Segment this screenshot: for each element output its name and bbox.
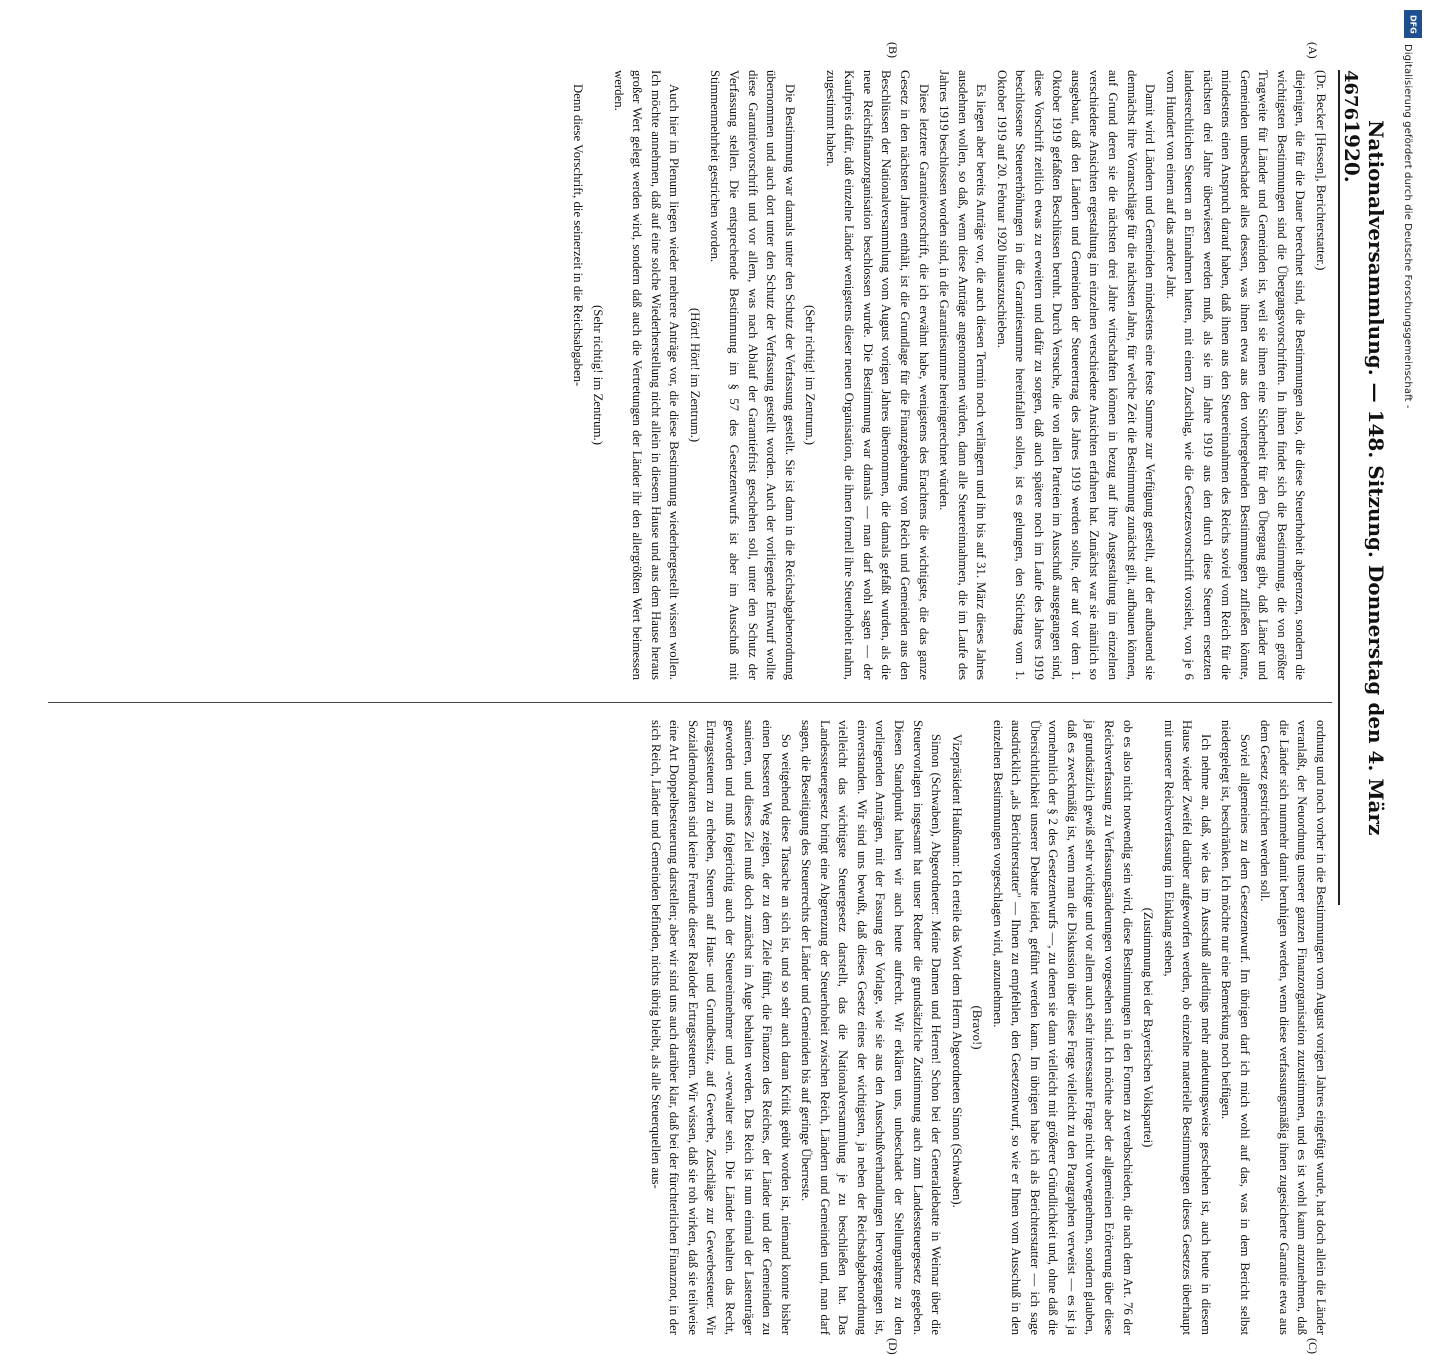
left-column (566, 70, 1330, 680)
paragraph: Simon (Schwaben), Abgeordneter: Meine Damen und Herren! Schon bei der Generaldebatte in Weimar über die Steuervorlagen insgesamt hat unser Redner die grundsätzliche Zustimmung auch zum Landessteuergesetz gegeben. Diesen Standpunkt halten wir auch heute aufrecht. Wir erklären uns, unbeschadet der Stellungnahme zu den vorliegenden Anträgen, mit der Fassung der Vorlage, wie sie aus den Ausschußverhandlungen hervorgegangen ist, einverstanden. Wir sind uns bewußt, daß dieses Gesetz eines der wichtigsten, ja neben der Reichsabgabenordnung vielleicht das wichtigste Steuergesetz darstellt, das die Nationalversammlung je zu beschließen hat. Das Landessteuergesetz bringt eine Abgrenzung der Steuerhoheit zwischen Reich, Ländern und Gemeinden und, man darf sagen, die Beseitigung des Steuerrechts der Länder und Gemeinden bis auf geringe Überreste. (799, 720, 944, 1335)
margin-marker-b: (B) (886, 42, 900, 58)
paragraph: diejenigen, die für die Dauer berechnet sind, die Bestimmungen also, die diese Steuerhoheit abgrenzen, sondern die wichtigsten Bestimmungen sind die Übergangsvorschriften. In ihnen findet sich die Bestimmung, die von größter Tragweite für Länder und Gemeinden ist, weil sie ihnen eine Sicherheit für den Übergang gibt, daß Länder und Gemeinden unbeschadet alles dessen, was ihnen etwa aus den vorhergehenden Bestimmungen zufließen könnte, mindestens einen Anspruch darauf haben, daß ihnen aus den Steuereinnahmen des Reichs soviel vom Reich für die nächsten drei Jahre überwiesen werden muß, als sie im Jahre 1919 aus den durch diese Steuern ersetzten landesrechtlichen Steuern an Einnahmen hatten, mit einem Zuschlag, wie die Gesetzesvorschrift vorsieht, von je 6 vom Hundert von einem auf das andere Jahr. (1163, 70, 1308, 680)
paragraph: Es liegen aber bereits Anträge vor, die auch diesen Termin noch verlängern und ihn bis auf 31. März dieses Jahres ausdehnen wollen, so daß, wenn diese Anträge angenommen würden, dann alle Steuereinnahmen, die im Laufe des Jahres 1919 beschlossen worden sind, in die Garantiesumme hereingerechnet würden. (937, 70, 989, 680)
column-divider (48, 702, 1332, 703)
paragraph: Vizepräsident Haußmann: Ich erteile das Wort dem Herrn Abgeordneten Simon (Schwaben). (949, 734, 964, 1208)
margin-marker-a: (A) (1306, 42, 1320, 59)
paragraph: Diese letztere Garantievorschrift, die ich erwähnt habe, wenigstens des Erachtens die wichtigste, die das ganze Gesetz in den nächsten Jahren enthält, ist die Grundlage für die Finanzgebarung von Reich und Gemeinden aus den Beschlüssen der Nationalversammlung vom August vorigen Jahres übernommen, die damals gefaßt wurden, als die neue Reichsfinanzorganisation beschlossen wurde. Die Bestimmung war damals — man darf wohl sagen — der Kaufpreis dafür, daß einzelne Länder wenigstens dieser neuen Organisation, die ihnen formell ihre Steuerhoheit nahm, zugestimmt haben. (823, 70, 931, 680)
interjection: (Sehr richtig! im Zentrum.) (591, 304, 606, 446)
speaker-line: (Dr. Becker [Hessen], Berichterstatter.) (1314, 70, 1328, 271)
paragraph: So weitgehend diese Tatsache an sich ist, und so sehr auch daran Kritik geübt worden ist, niemand konnte bisher einen besseren Weg zeigen, der zu dem Ziele führt, die Finanzen des Reiches, der Länder und der Gemeinden zu sanieren, und dieses Ziel muß doch zunächst im Auge behalten werden. Das Reich ist nun einmal der Lastenträger geworden und muß folgerichtig auch der Steuereinnehmer und -verwalter sein. Die Länder behalten das Recht, Ertragssteuern zu erheben, Steuern auf Haus- und Grundbesitz, auf Gewerbe, Zuschläge zur Gewerbesteuer. Wir Sozialdemokraten sind keine Freunde dieser Realoder Ertragssteuern. Wir wissen, daß sie roh wirken, daß sie teilweise eine Art Doppelbesteuerung darstellen; aber wir sind uns auch darüber klar, daß bei der fürchterlichen Finanznot, in der sich Reich, Länder und Gemeinden befinden, nichts übrig bleibt, als alle Steuerquellen aus- (648, 720, 793, 1335)
page-title: Nationalversammlung. — 148. Sitzung. Donnerstag den 4. März 1920. (1340, 120, 1388, 836)
interjection: (Sehr richtig! im Zentrum.) (803, 304, 818, 446)
page-header (1338, 70, 1388, 905)
paragraph: Soviel allgemeines zu dem Gesetzentwurf. Im übrigen darf ich mich wohl auf das, was in dem Bericht selbst niedergelegt ist, beschränken. Ich möchte nur eine Bemerkung noch beifügen. (1219, 720, 1252, 1335)
page-number: 4676 (1340, 70, 1361, 121)
paragraph: ob es also nicht notwendig sein wird, diese Bestimmungen in den Formen zu verabschieden, die nach dem Art. 76 der Reichsverfassung zu Verfassungsänderungen vorgesehen sind. Ich möchte aber der allgemeinen Erörterung über diese ja grundsätzlich gewiß sehr wichtige und vor allem auch sehr interessante Frage nicht vorwegnehmen, sondern glauben, daß es zweckmäßig ist, wenn man die Diskussion über diese Frage vielleicht zu den Paragraphen verweist — es ist ja vornehmlich der § 2 des Gesetzentwurfs —, zu denen sie dann vielleicht mit größerer Gründlichkeit und, ohne daß die Übersichtlichkeit unserer Debatte leidet, geführt werden kann. Im übrigen habe ich als Berichterstatter — ich sage ausdrücklich „als Berichterstatter" — Ihnen zu empfehlen, den Gesetzentwurf, so wie er Ihnen vom Ausschuß in den einzelnen Bestimmungen vorgeschlagen wird, anzunehmen. (990, 720, 1135, 1335)
paragraph: Die Bestimmung war damals unter den Schutz der Verfassung gestellt. Sie ist dann in die Reichsabgabenordnung übernommen und auch dort unter den Schutz der Verfassung gestellt worden. Auch der vorliegende Entwurf wollte diese Garantievorschrift und vor allem, was nach Ablauf der Garantiefrist geschehen soll, unter den Schutz der Verfassung stellen. Die entsprechende Bestimmung im § 57 des Gesetzentwurfs ist aber im Ausschuß mit Stimmenmehrheit gestrichen worden. (708, 70, 797, 680)
interjection: (Zustimmung bei der Bayerischen Volkspartei) (1141, 907, 1156, 1148)
paragraph: Ich nehme an, daß, wie das im Ausschuß allerdings mehr andeutungsweise geschehen ist, auch heute in diesem Hause wieder Zweifel darüber aufgeworfen werden, ob einzelne materielle Bestimmungen dieses Gesetzes überhaupt mit unserer Reichsverfassung im Einklang stehen, (1161, 720, 1213, 1335)
interjection: (Bravo!) (970, 1005, 985, 1050)
dfg-logo: DFG (1404, 10, 1422, 38)
rotated-page (40, 40, 1388, 1355)
right-column (644, 720, 1330, 1335)
credit-text: Digitalisierung gefördert durch die Deutsche Forschungsgemeinschaft - (1402, 44, 1413, 409)
margin-marker-c: (C) (1306, 1338, 1320, 1354)
paragraph: ordnung und noch vorher in die Bestimmungen vom August vorigen Jahres eingefügt wurde, hat doch allein die Länder veranlaßt, der Neuordnung unserer ganzen Finanzorganisation zuzustimmen, und es ist wohl kaum anzunehmen, daß die Länder sich nunmehr damit beruhigen werden, wenn diese verfassungsmäßig ihnen zugesicherte Garantie etwa aus dem Gesetz gestrichen werden soll. (1258, 720, 1328, 1335)
digitization-credit (1400, 10, 1428, 570)
margin-marker-d: (D) (886, 1338, 900, 1355)
paragraph: Denn diese Vorschrift, die seinerzeit in die Reichsabgaben- (570, 84, 585, 387)
paragraph: Damit wird Ländern und Gemeinden mindestens eine feste Summe zur Verfügung gestellt, auf der aufbauend sie demnächst ihre Voranschläge für die nächsten Jahre, für welche Zeit die Bestimmung zunächst gilt, aufbauen können, auf Grund deren sie die nächsten drei Jahre wirtschaften können in bezug auf ihre Ausgestaltung im einzelnen verschiedene Ansichten ergestaltung im einzelnen verschiedene Ansichten erfahren hat. Zunächst war sie nämlich so ausgebaut, daß den Ländern und Gemeinden der Steuerertrag des Jahres 1919 werden sollte, der auf vor dem 1. Oktober 1919 gefaßten Beschlüssen beruht. Durch Versuche, die von allen Parteien im Ausschuß ausgegangen sind, diese Vorschrift zeitlich etwas zu erweitern und dafür zu sorgen, daß auch spätere noch im Laufe des Jahres 1919 beschlossene Steuererhöhungen in die Garantiesumme hereinfallen sollen, ist es gelungen, den Stichtag vom 1. Oktober 1919 auf 20. Februar 1920 hinauszuschieben. (994, 70, 1158, 680)
interjection: (Hört! Hört! im Zentrum.) (687, 307, 702, 443)
paragraph: Auch hier im Plenum liegen wieder mehrere Anträge vor, die diese Bestimmung wiederhergestellt wissen wollen. Ich möchte annehmen, daß auf eine solche Wiederherstellung nicht allein in diesem Hause und aus dem Hause heraus großer Wert gelegt werden wird, sondern daß auch die Vertretungen der Länder ihr den allergrößten Wert beimessen werden. (611, 70, 682, 680)
